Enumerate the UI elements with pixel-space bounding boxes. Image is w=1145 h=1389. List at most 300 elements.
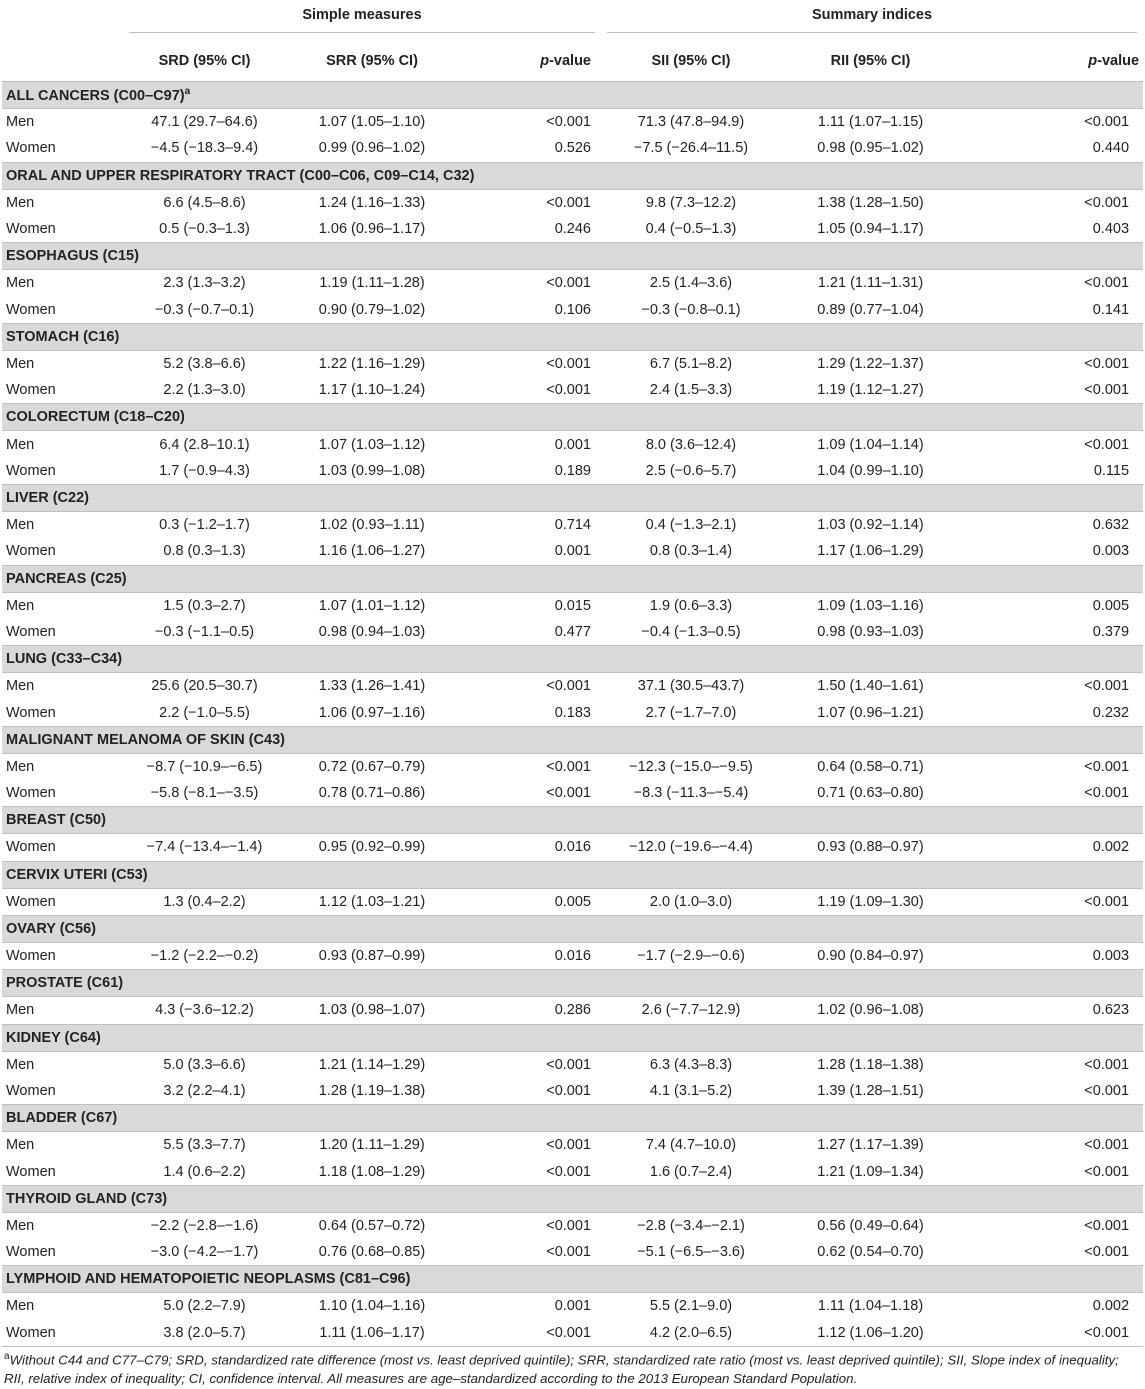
table-row xyxy=(2,350,1143,377)
sii-cell: 2.4 (1.5–3.3) xyxy=(649,382,733,399)
p-value-simple-cell: 0.189 xyxy=(554,462,591,479)
srd-cell: −4.5 (−18.3–9.4) xyxy=(150,140,259,157)
p-value-simple-cell: 0.005 xyxy=(554,893,591,910)
rii-cell: 1.02 (0.96–1.08) xyxy=(817,1002,924,1019)
srr-cell: 1.19 (1.11–1.28) xyxy=(319,275,425,292)
table-body xyxy=(2,82,1143,1347)
section-header-row xyxy=(2,861,1143,888)
section-title-text: MALIGNANT MELANOMA OF SKIN (C43) xyxy=(6,731,285,748)
p-value-summary-cell: <0.001 xyxy=(1084,785,1130,802)
srr-cell: 1.11 (1.06–1.17) xyxy=(286,1320,458,1347)
rii-cell: 1.50 (1.40–1.61) xyxy=(817,678,924,695)
row-label: Women xyxy=(6,140,56,157)
table-row xyxy=(2,888,1143,915)
p-value-simple-cell: <0.001 xyxy=(546,114,591,131)
section-title xyxy=(2,323,1143,350)
p-value-summary-cell: <0.001 xyxy=(1084,1082,1130,1099)
rii-cell: 0.62 (0.54–0.70) xyxy=(817,1244,924,1261)
sii-cell: −8.3 (−11.3–−5.4) xyxy=(633,785,749,802)
section-title xyxy=(2,726,1143,753)
p-value-summary-cell: <0.001 xyxy=(1084,1244,1130,1261)
srr-cell: 0.72 (0.67–0.79) xyxy=(318,758,426,775)
section-title-text: OVARY (C56) xyxy=(6,920,96,937)
p-value-summary-cell: <0.001 xyxy=(1084,678,1130,695)
section-title-text: LUNG (C33–C34) xyxy=(6,651,123,668)
row-label: Men xyxy=(6,436,35,453)
sii-cell: 6.7 (5.1–8.2) xyxy=(649,355,733,372)
p-value-summary-cell: 0.379 xyxy=(1092,624,1130,640)
p-value-simple-cell: <0.001 xyxy=(546,1163,591,1180)
row-label: Women xyxy=(6,1244,56,1261)
srd-cell: 4.3 (−3.6–12.2) xyxy=(155,1002,254,1019)
row-label: Men xyxy=(6,114,35,131)
section-title xyxy=(2,82,1143,109)
row-label: Women xyxy=(6,543,56,560)
srr-cell: 1.12 (1.03–1.21) xyxy=(318,893,426,910)
srd-cell: 1.4 (0.6–2.2) xyxy=(163,1163,246,1180)
p-value-simple-cell: 0.016 xyxy=(554,839,591,856)
srr-cell: 1.18 (1.08–1.29) xyxy=(318,1163,426,1180)
section-title-text: CERVIX UTERI (C53) xyxy=(6,866,148,883)
rii-cell: 0.90 (0.84–0.97) xyxy=(817,948,924,965)
p-letter: p xyxy=(540,52,550,69)
srr-cell: 1.10 (1.04–1.16) xyxy=(318,1298,426,1315)
section-header-row xyxy=(2,484,1143,511)
table-row xyxy=(2,135,1143,162)
p-value-summary-cell: <0.001 xyxy=(1084,355,1130,372)
table-row xyxy=(2,834,1143,861)
p-value-summary-cell: 0.002 xyxy=(1092,839,1130,856)
table-row xyxy=(2,619,1143,646)
p-value-summary-cell: 0.003 xyxy=(1092,543,1130,560)
rii-cell: 1.17 (1.06–1.29) xyxy=(817,543,924,560)
rii-cell: 1.11 (1.07–1.15) xyxy=(817,114,924,131)
table-row xyxy=(2,753,1143,780)
rii-cell: 0.56 (0.49–0.64) xyxy=(817,1217,924,1234)
header-empty xyxy=(2,0,123,40)
section-header-row xyxy=(2,807,1143,834)
results-table xyxy=(2,0,1143,1347)
rii-cell: 1.09 (1.03–1.16) xyxy=(817,597,924,614)
sii-cell: 1.6 (0.7–2.4) xyxy=(649,1163,733,1180)
p-value-simple-cell: 0.106 xyxy=(554,301,591,318)
table-row xyxy=(2,1212,1143,1239)
row-label: Women xyxy=(6,301,56,318)
rii-cell: 1.09 (1.04–1.14) xyxy=(817,436,924,453)
section-title xyxy=(2,646,1143,673)
p-value-summary-cell: <0.001 xyxy=(1084,436,1130,453)
section-title xyxy=(2,807,1143,834)
table-row xyxy=(2,592,1143,619)
table-row xyxy=(2,189,1143,216)
row-label: Men xyxy=(6,517,35,534)
rii-cell: 1.04 (0.99–1.10) xyxy=(817,462,924,479)
group-summary-label: Summary indices xyxy=(607,7,1137,33)
rii-cell: 0.89 (0.77–1.04) xyxy=(817,301,924,318)
sii-cell: 8.0 (3.6–12.4) xyxy=(645,436,737,453)
rii-cell: 1.19 (1.12–1.27) xyxy=(817,382,924,399)
sii-cell: 4.2 (2.0–6.5) xyxy=(601,1320,781,1347)
row-label: Women xyxy=(6,839,56,856)
srr-cell: 1.03 (0.99–1.08) xyxy=(318,462,426,479)
srd-cell: 2.2 (1.3–3.0) xyxy=(163,382,246,399)
srd-cell: −1.2 (−2.2–−0.2) xyxy=(150,948,259,965)
row-label: Men xyxy=(6,194,35,211)
section-title xyxy=(2,162,1143,189)
srr-cell: 1.20 (1.11–1.29) xyxy=(319,1137,425,1154)
section-header-row xyxy=(2,1024,1143,1051)
section-header-row xyxy=(2,970,1143,997)
section-header-row xyxy=(2,404,1143,431)
section-title xyxy=(2,970,1143,997)
sii-cell: 2.7 (−1.7–7.0) xyxy=(645,704,737,721)
srd-cell: 3.8 (2.0–5.7) xyxy=(123,1320,286,1347)
p-value-summary-cell: 0.403 xyxy=(1092,221,1130,238)
row-label: Women xyxy=(6,948,56,965)
p-value-summary-cell: <0.001 xyxy=(1084,382,1130,399)
p-value-summary-cell: 0.632 xyxy=(1092,517,1130,534)
header-group-summary xyxy=(601,0,1143,40)
srd-cell: −8.7 (−10.9–−6.5) xyxy=(146,758,263,775)
srr-cell: 1.02 (0.93–1.11) xyxy=(319,517,425,534)
table-row xyxy=(2,942,1143,969)
p-value-simple-cell: <0.001 xyxy=(458,1320,601,1347)
p-value-simple-cell: <0.001 xyxy=(546,194,591,211)
p-value-simple-cell: 0.477 xyxy=(554,624,591,640)
table-row xyxy=(2,216,1143,243)
footnote-ref: a xyxy=(184,86,191,98)
p-value-simple-cell: <0.001 xyxy=(546,355,591,372)
rii-cell: 1.11 (1.04–1.18) xyxy=(817,1298,924,1315)
row-label: Women xyxy=(6,893,56,910)
section-title-text: COLORECTUM (C18–C20) xyxy=(6,409,185,426)
p-value-simple-cell: 0.183 xyxy=(554,704,591,721)
srd-cell: 6.6 (4.5–8.6) xyxy=(163,194,246,211)
row-label: Men xyxy=(6,678,35,695)
section-header-row xyxy=(2,915,1143,942)
srd-cell: 5.5 (3.3–7.7) xyxy=(163,1137,246,1154)
section-header-row xyxy=(2,1105,1143,1132)
sii-cell: 7.4 (4.7–10.0) xyxy=(645,1137,737,1154)
table-row xyxy=(2,997,1143,1024)
srd-cell: 0.8 (0.3–1.3) xyxy=(163,543,246,560)
table-row xyxy=(2,1239,1143,1266)
sii-cell: 1.9 (0.6–3.3) xyxy=(649,597,733,614)
srd-cell: 1.3 (0.4–2.2) xyxy=(163,893,246,910)
p-value-summary-cell: <0.001 xyxy=(1084,1137,1130,1154)
sii-cell: 2.5 (1.4–3.6) xyxy=(649,275,733,292)
srd-cell: −7.4 (−13.4–−1.4) xyxy=(146,839,263,856)
p-value-simple-cell: <0.001 xyxy=(546,382,591,399)
section-title-text: BLADDER (C67) xyxy=(6,1110,118,1127)
section-title xyxy=(2,1024,1143,1051)
row-label: Men xyxy=(6,355,35,372)
section-title-text: LIVER (C22) xyxy=(6,489,89,506)
section-header-row xyxy=(2,82,1143,109)
row-label: Women xyxy=(6,382,56,399)
p-value-summary-cell: 0.232 xyxy=(1092,704,1130,721)
table-header xyxy=(2,0,1143,82)
sii-cell: 4.1 (3.1–5.2) xyxy=(649,1082,733,1099)
row-label: Men xyxy=(6,1298,35,1315)
srd-cell: −0.3 (−0.7–0.1) xyxy=(154,301,255,318)
row-label: Women xyxy=(6,785,56,802)
p-value-summary-cell: <0.001 xyxy=(960,1320,1143,1347)
p-value-summary-cell: 0.005 xyxy=(1092,597,1130,614)
p-value-summary-cell: 0.003 xyxy=(1092,948,1130,965)
row-label: Women xyxy=(6,1163,56,1180)
srr-cell: 1.28 (1.19–1.38) xyxy=(318,1082,426,1099)
srr-cell: 0.99 (0.96–1.02) xyxy=(318,140,426,157)
p-value-simple-cell: <0.001 xyxy=(546,785,591,802)
p-value-summary-cell: <0.001 xyxy=(1084,758,1130,775)
row-label: Men xyxy=(6,758,35,775)
section-title xyxy=(2,1105,1143,1132)
rii-cell: 1.07 (0.96–1.21) xyxy=(817,704,924,721)
row-label: Men xyxy=(6,1002,35,1019)
row-label: Women xyxy=(2,1320,123,1347)
section-title xyxy=(2,1266,1143,1293)
row-label: Men xyxy=(6,597,35,614)
p-value-summary-cell: 0.115 xyxy=(1093,462,1130,479)
section-title-text: ORAL AND UPPER RESPIRATORY TRACT (C00–C06, C09–C14, C32) xyxy=(6,167,475,184)
sii-cell: 0.8 (0.3–1.4) xyxy=(649,543,733,560)
table-row xyxy=(2,109,1143,136)
srd-cell: 1.7 (−0.9–4.3) xyxy=(159,462,250,479)
srr-cell: 0.95 (0.92–0.99) xyxy=(318,839,426,856)
rii-cell: 0.64 (0.58–0.71) xyxy=(817,758,924,775)
section-title xyxy=(2,915,1143,942)
rii-cell: 0.98 (0.93–1.03) xyxy=(817,624,924,640)
section-title-text: LYMPHOID AND HEMATOPOIETIC NEOPLASMS (C81–C96) xyxy=(6,1271,411,1288)
srr-cell: 0.64 (0.57–0.72) xyxy=(318,1217,426,1234)
p-value-simple-cell: 0.714 xyxy=(554,517,591,534)
srr-cell: 0.93 (0.87–0.99) xyxy=(318,948,426,965)
srd-cell: 5.0 (3.3–6.6) xyxy=(163,1056,246,1073)
table-row xyxy=(2,1078,1143,1105)
sii-cell: 5.5 (2.1–9.0) xyxy=(649,1298,733,1315)
p-value-summary-cell: 0.623 xyxy=(1092,1002,1130,1019)
srr-cell: 1.03 (0.98–1.07) xyxy=(318,1002,426,1019)
srr-cell: 1.07 (1.01–1.12) xyxy=(318,597,426,614)
sii-cell: 0.4 (−0.5–1.3) xyxy=(645,221,737,238)
header-p-value-summary xyxy=(960,40,1143,82)
srr-cell: 1.07 (1.03–1.12) xyxy=(318,436,426,453)
srr-cell: 0.98 (0.94–1.03) xyxy=(318,624,426,640)
row-label: Women xyxy=(6,221,56,238)
row-label: Men xyxy=(6,1217,35,1234)
rii-cell: 1.38 (1.28–1.50) xyxy=(817,194,924,211)
p-value-summary-cell: <0.001 xyxy=(1084,1056,1130,1073)
p-value-simple-cell: <0.001 xyxy=(546,1056,591,1073)
section-title-text: PROSTATE (C61) xyxy=(6,975,124,992)
section-title-text: KIDNEY (C64) xyxy=(6,1029,101,1046)
sii-cell: −7.5 (−26.4–11.5) xyxy=(633,140,749,157)
srd-cell: 25.6 (20.5–30.7) xyxy=(151,678,258,695)
table-row xyxy=(2,431,1143,458)
p-value-simple-cell: <0.001 xyxy=(546,758,591,775)
header-p-value-simple xyxy=(458,40,601,82)
section-header-row xyxy=(2,565,1143,592)
section-title xyxy=(2,1185,1143,1212)
rii-cell: 1.39 (1.28–1.51) xyxy=(817,1082,924,1099)
p-value-simple-cell: 0.526 xyxy=(554,140,591,157)
sii-cell: −5.1 (−6.5–−3.6) xyxy=(637,1244,745,1261)
table-row xyxy=(2,1051,1143,1078)
table-row xyxy=(2,458,1143,485)
section-header-row xyxy=(2,243,1143,270)
srd-cell: 2.2 (−1.0–5.5) xyxy=(159,704,250,721)
p-value-summary-cell: <0.001 xyxy=(1084,1217,1130,1234)
p-value-simple-cell: <0.001 xyxy=(546,1217,591,1234)
srr-cell: 1.16 (1.06–1.27) xyxy=(318,543,426,560)
srd-cell: 47.1 (29.7–64.6) xyxy=(151,114,258,131)
sii-cell: 37.1 (30.5–43.7) xyxy=(637,678,745,695)
rii-cell: 1.03 (0.92–1.14) xyxy=(817,517,924,534)
srd-cell: 6.4 (2.8–10.1) xyxy=(159,436,250,453)
p-value-simple-cell: 0.001 xyxy=(554,543,591,560)
group-simple-label: Simple measures xyxy=(129,7,595,33)
table-row xyxy=(2,699,1143,726)
p-value-summary-cell: 0.002 xyxy=(1092,1298,1130,1315)
srd-cell: 5.0 (2.2–7.9) xyxy=(163,1298,246,1315)
section-title-text: PANCREAS (C25) xyxy=(6,570,127,587)
p-letter: p xyxy=(1088,52,1098,69)
p-value-simple-cell: 0.015 xyxy=(554,597,591,614)
srr-cell: 1.07 (1.05–1.10) xyxy=(318,114,426,131)
p-value-summary-cell: <0.001 xyxy=(1084,893,1130,910)
section-header-row xyxy=(2,1266,1143,1293)
section-title-text: ALL CANCERS (C00–C97) xyxy=(6,87,185,104)
srd-cell: 2.3 (1.3–3.2) xyxy=(163,275,246,292)
table-row xyxy=(2,511,1143,538)
rii-cell: 1.27 (1.17–1.39) xyxy=(817,1137,924,1154)
header-group-simple xyxy=(123,0,601,40)
table-row xyxy=(2,1320,1143,1347)
p-value-simple-cell: 0.001 xyxy=(554,436,591,453)
header-srd: SRD (95% CI) xyxy=(123,40,286,82)
footnote-text: Without C44 and C77–C79; SRD, standardized rate difference (most vs. least deprived quintile); SRR, standardized rate ratio (most vs. least deprived quintile); SII, Slope index of inequality; RII, relative index of inequality; CI, confidence interval. All measures are age–standardized according to the 2013 European Standard Population. xyxy=(4,1352,1119,1387)
sii-cell: 0.4 (−1.3–2.1) xyxy=(645,517,737,534)
section-title xyxy=(2,243,1143,270)
section-header-row xyxy=(2,162,1143,189)
sii-cell: 2.5 (−0.6–5.7) xyxy=(645,462,737,479)
p-value-simple-cell: <0.001 xyxy=(546,1244,591,1261)
srr-cell: 1.17 (1.10–1.24) xyxy=(318,382,426,399)
rii-cell: 1.21 (1.11–1.31) xyxy=(817,275,924,292)
srd-cell: 0.3 (−1.2–1.7) xyxy=(159,517,250,534)
table-row xyxy=(2,538,1143,565)
rii-cell: 1.05 (0.94–1.17) xyxy=(817,221,924,238)
rii-cell: 0.71 (0.63–0.80) xyxy=(817,785,924,802)
p-value-simple-cell: <0.001 xyxy=(546,1082,591,1099)
srr-cell: 1.22 (1.16–1.29) xyxy=(318,355,426,372)
p-value-simple-cell: <0.001 xyxy=(546,1137,591,1154)
srd-cell: −0.3 (−1.1–0.5) xyxy=(154,624,255,640)
row-label: Men xyxy=(6,1137,35,1154)
section-title xyxy=(2,565,1143,592)
sii-cell: 2.0 (1.0–3.0) xyxy=(649,893,733,910)
rii-cell: 1.12 (1.06–1.20) xyxy=(781,1320,960,1347)
sii-cell: 71.3 (47.8–94.9) xyxy=(637,114,745,131)
p-value-simple-cell: 0.286 xyxy=(554,1002,591,1019)
srr-cell: 1.06 (0.97–1.16) xyxy=(318,704,426,721)
header-srr: SRR (95% CI) xyxy=(286,40,458,82)
srd-cell: −5.8 (−8.1–−3.5) xyxy=(150,785,259,802)
srr-cell: 0.90 (0.79–1.02) xyxy=(318,301,426,318)
section-title xyxy=(2,861,1143,888)
footnote xyxy=(4,1347,1140,1388)
row-label: Men xyxy=(6,1056,35,1073)
sii-cell: 6.3 (4.3–8.3) xyxy=(649,1056,733,1073)
table-row xyxy=(2,780,1143,807)
sii-cell: −0.3 (−0.8–0.1) xyxy=(641,301,741,318)
p-value-summary-cell: <0.001 xyxy=(1084,275,1130,292)
section-title-text: STOMACH (C16) xyxy=(6,328,120,345)
rii-cell: 0.98 (0.95–1.02) xyxy=(817,140,924,157)
srr-cell: 0.76 (0.68–0.85) xyxy=(318,1244,426,1261)
header-p-rest: -value xyxy=(1097,52,1140,69)
row-label: Women xyxy=(6,624,56,640)
sii-cell: −12.0 (−19.6–−4.4) xyxy=(629,839,753,856)
section-title-text: THYROID GLAND (C73) xyxy=(6,1190,168,1207)
sii-cell: −2.8 (−3.4–−2.1) xyxy=(637,1217,745,1234)
p-value-simple-cell: 0.016 xyxy=(554,948,591,965)
p-value-summary-cell: <0.001 xyxy=(1084,1163,1130,1180)
table-row xyxy=(2,296,1143,323)
p-value-summary-cell: 0.141 xyxy=(1092,301,1130,318)
p-value-simple-cell: 0.001 xyxy=(554,1298,591,1315)
srd-cell: −3.0 (−4.2–−1.7) xyxy=(150,1244,259,1261)
section-title xyxy=(2,404,1143,431)
section-title-text: ESOPHAGUS (C15) xyxy=(6,248,139,265)
header-label-col xyxy=(2,40,123,82)
section-header-row xyxy=(2,726,1143,753)
row-label: Women xyxy=(6,462,56,479)
footnote-marker: a xyxy=(4,1351,10,1362)
header-rii: RII (95% CI) xyxy=(781,40,960,82)
srr-cell: 1.06 (0.96–1.17) xyxy=(318,221,426,238)
row-label: Men xyxy=(6,275,35,292)
section-header-row xyxy=(2,1185,1143,1212)
sii-cell: 9.8 (7.3–12.2) xyxy=(645,194,737,211)
row-label: Women xyxy=(6,1082,56,1099)
p-value-simple-cell: 0.246 xyxy=(554,221,591,238)
sii-cell: −1.7 (−2.9–−0.6) xyxy=(637,948,745,965)
table-row xyxy=(2,673,1143,700)
table-row xyxy=(2,1132,1143,1159)
table-row xyxy=(2,1293,1143,1320)
sii-cell: −12.3 (−15.0–−9.5) xyxy=(629,758,753,775)
p-value-summary-cell: <0.001 xyxy=(1084,194,1130,211)
row-label: Women xyxy=(6,704,56,721)
sii-cell: −0.4 (−1.3–0.5) xyxy=(641,624,741,640)
rii-cell: 1.21 (1.09–1.34) xyxy=(817,1163,924,1180)
section-header-row xyxy=(2,646,1143,673)
srd-cell: 3.2 (2.2–4.1) xyxy=(163,1082,246,1099)
section-title xyxy=(2,484,1143,511)
srr-cell: 1.21 (1.14–1.29) xyxy=(318,1056,426,1073)
p-value-summary-cell: 0.440 xyxy=(1092,140,1130,157)
srr-cell: 1.24 (1.16–1.33) xyxy=(318,194,426,211)
srd-cell: −2.2 (−2.8–−1.6) xyxy=(150,1217,259,1234)
rii-cell: 1.19 (1.09–1.30) xyxy=(817,893,924,910)
section-title-text: BREAST (C50) xyxy=(6,812,106,829)
rii-cell: 1.28 (1.18–1.38) xyxy=(817,1056,924,1073)
p-value-summary-cell: <0.001 xyxy=(1084,114,1130,131)
srd-cell: 5.2 (3.8–6.6) xyxy=(163,355,246,372)
p-value-simple-cell: <0.001 xyxy=(546,275,591,292)
